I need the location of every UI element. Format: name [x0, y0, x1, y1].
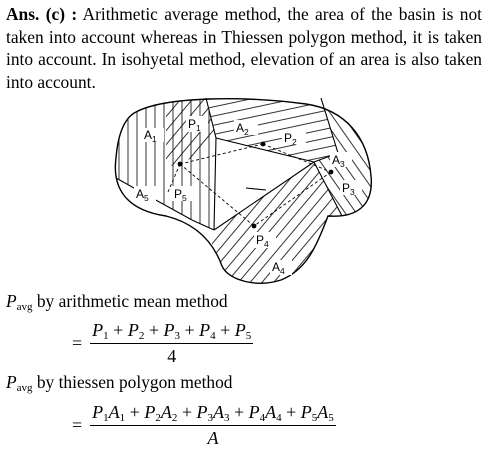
station-dot-3 [329, 170, 334, 175]
label-a1: $A_1$ [144, 128, 157, 144]
arith-caption-sub: avg [16, 301, 33, 313]
thiessen-caption-symbol: P [6, 372, 17, 392]
arith-formula [72, 320, 253, 367]
station-dot-2 [261, 142, 266, 147]
label-p5: $P_5$ [174, 187, 187, 203]
arith-denominator: 4 [167, 346, 177, 366]
arith-caption-text: by arithmetic mean method [32, 291, 228, 311]
thiessen-denominator: A [207, 428, 219, 448]
arith-caption [6, 291, 228, 313]
arith-numerator: $P_1 + P_2 + P_3 + P_4 + P_5$ [92, 320, 252, 342]
station-dot-4 [252, 224, 257, 229]
label-p1: $P_1$ [188, 117, 201, 133]
label-a4: $A_4$ [272, 260, 285, 276]
thiessen-formula [72, 402, 336, 449]
thiessen-caption [6, 372, 233, 394]
arith-equals: = [72, 333, 83, 353]
thiessen-equals: = [72, 415, 83, 435]
arith-caption-symbol: P [6, 291, 17, 311]
answer-label: Ans. (c) : [6, 4, 78, 24]
thiessen-polygon-figure [106, 98, 388, 288]
label-p3: $P_3$ [342, 181, 355, 197]
label-a2: $A_2$ [236, 121, 249, 137]
answer-text: Arithmetic average method, the area of the basin is not taken into account whereas in Thiessen polygon method, it is taken into account. In isohyetal method, elevation of an area is also taken into account. [6, 4, 482, 92]
station-dot-1 [178, 162, 183, 167]
label-p4: $P_4$ [256, 233, 269, 249]
label-a3: $A_3$ [332, 153, 345, 169]
label-p2: $P_2$ [284, 131, 297, 147]
thiessen-caption-text: by thiessen polygon method [32, 372, 233, 392]
label-a5: $A_5$ [136, 187, 149, 203]
thiessen-numerator: $P_1A_1 + P_2A_2 + P_3A_3 + P_4A_4 + P_5A_5$ [92, 402, 334, 424]
answer-paragraph [6, 3, 482, 93]
thiessen-caption-sub: avg [16, 382, 33, 394]
